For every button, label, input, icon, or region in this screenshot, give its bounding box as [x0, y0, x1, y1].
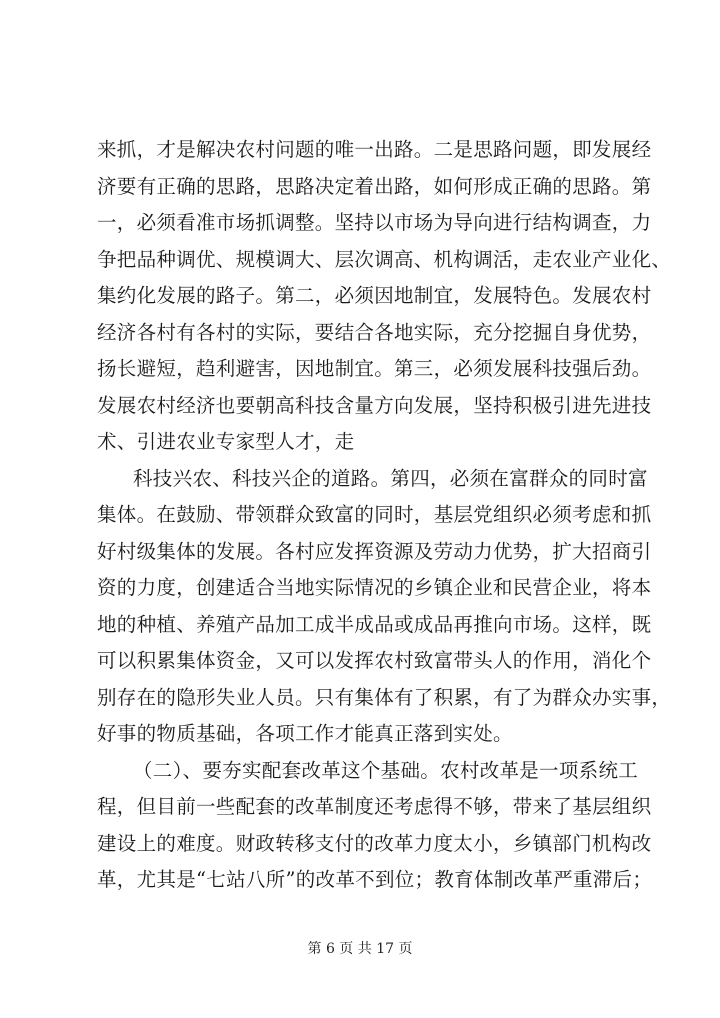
text-line: 好事的物质基础，各项工作才能真正落到实处。 — [97, 722, 513, 745]
text-line: 建设上的难度。财政转移支付的改革力度太小，乡镇部门机构改 — [97, 831, 652, 855]
text-line: 革，尤其是“七站八所”的改革不到位；教育体制改革严重滞后； — [97, 868, 653, 891]
body-text — [97, 132, 672, 899]
text-line: 集约化发展的路子。第二，必须因地制宜，发展特色。发展农村 — [97, 284, 652, 307]
text-line: 地的种植、养殖产品加工成半成品或成品再推向市场。这样，既 — [97, 612, 652, 636]
text-line: 扬长避短，趋利避害，因地制宜。第三，必须发展科技强后劲。 — [97, 357, 652, 380]
paragraph-start-line: 科技兴农、科技兴企的道路。第四，必须在富群众的同时富 — [133, 466, 648, 490]
page-number-footer: 第 6 页 共 17 页 — [307, 941, 413, 957]
text-line: 一，必须看准市场抓调整。坚持以市场为导向进行结构调查，力 — [97, 211, 652, 234]
text-line: 集体。在鼓励、带领群众致富的同时，基层党组织必须考虑和抓 — [97, 503, 652, 526]
text-line: 发展农村经济也要朝高科技含量方向发展，坚持积极引进先进技 — [97, 393, 652, 417]
text-line: 好村级集体的发展。各村应发挥资源及劳动力优势，扩大招商引 — [97, 539, 652, 563]
text-line: 可以积累集体资金，又可以发挥农村致富带头人的作用，消化个 — [97, 649, 652, 672]
text-line: 术、引进农业专家型人才，走 — [97, 430, 355, 453]
text-line: 来抓，才是解决农村问题的唯一出路。二是思路问题，即发展经 — [97, 138, 652, 161]
paragraph-start-line: （二）、要夯实配套改革这个基础。农村改革是一项系统工 — [133, 758, 639, 782]
text-line: 资的力度，创建适合当地实际情况的乡镇企业和民营企业，将本 — [97, 576, 652, 599]
text-line: 济要有正确的思路，思路决定着出路，如何形成正确的思路。第 — [97, 174, 652, 198]
text-line: 经济各村有各村的实际，要结合各地实际，充分挖掘自身优势， — [97, 320, 652, 344]
text-line: 别存在的隐形失业人员。只有集体有了积累，有了为群众办实事， — [97, 685, 672, 709]
text-line: 程，但目前一些配套的改革制度还考虑得不够，带来了基层组织 — [97, 795, 652, 818]
text-line: 争把品种调优、规模调大、层次调高、机构调活，走农业产业化、 — [97, 247, 672, 271]
